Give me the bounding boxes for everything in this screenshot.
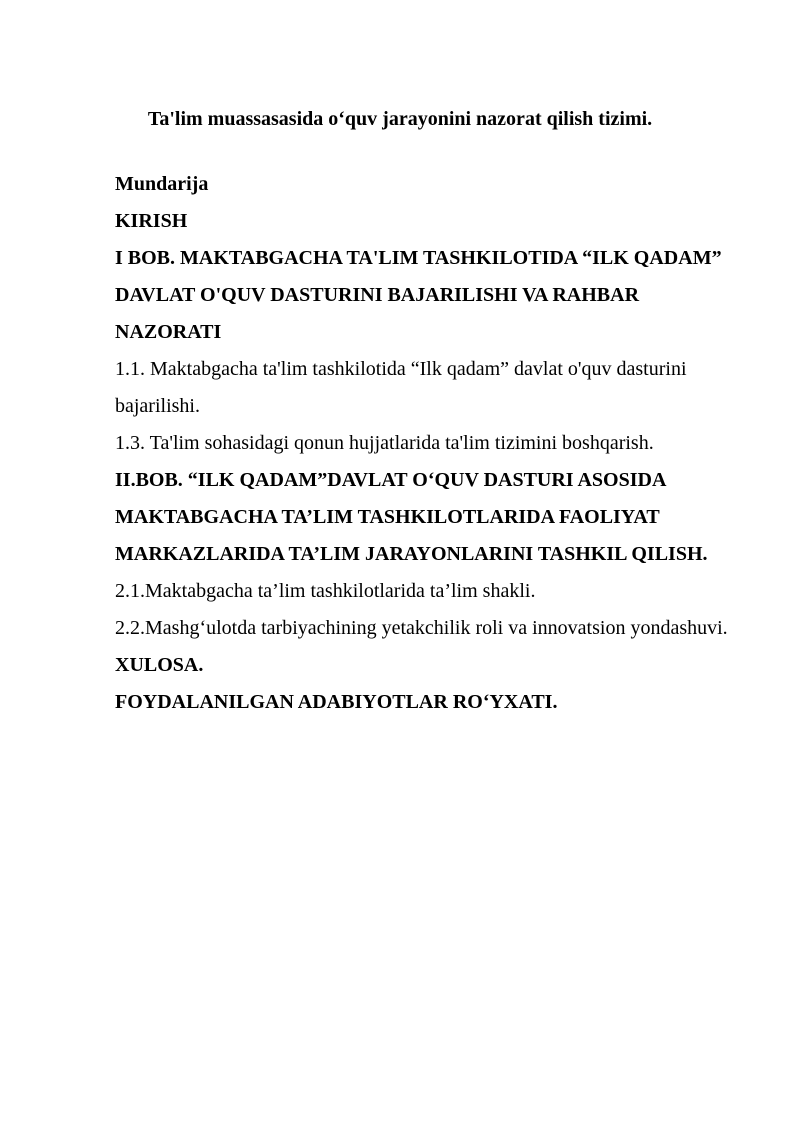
toc-entry: 2.2.Mashg‘ulotda tarbiyachining yetakchilik roli va innovatsion yondashuvi. — [115, 617, 728, 639]
toc-entries — [115, 203, 745, 721]
toc-entry: XULOSA. — [115, 654, 204, 676]
toc-entry: 1.1. Maktabgacha ta'lim tashkilotida “Ilk qadam” davlat o'quv dasturini bajarilishi. — [115, 358, 687, 417]
table-of-contents — [115, 166, 745, 721]
document-title: Ta'lim muassasasida o‘quv jarayonini nazorat qilish tizimi. — [147, 108, 653, 130]
toc-entry: KIRISH — [115, 210, 188, 232]
toc-entry: 2.1.Maktabgacha ta’lim tashkilotlarida ta’lim shakli. — [115, 580, 536, 602]
toc-entry: I BOB. MAKTABGACHA TA'LIM TASHKILOTIDA “ILK QADAM” DAVLAT O'QUV DASTURINI BAJARILISHI VA RAHBAR NAZORATI — [115, 247, 722, 343]
toc-entry: 1.3. Ta'lim sohasidagi qonun hujjatlarida ta'lim tizimini boshqarish. — [115, 432, 654, 454]
toc-entry: FOYDALANILGAN ADABIYOTLAR RO‘YXATI. — [115, 691, 558, 713]
toc-entry: II.BOB. “ILK QADAM”DAVLAT O‘QUV DASTURI ASOSIDA MAKTABGACHA TA’LIM TASHKILOTLARIDA FAOLIYAT MARKAZLARIDA TA’LIM JARAYONLARINI TASHKIL QILISH. — [115, 469, 708, 565]
toc-heading: Mundarija — [115, 173, 209, 195]
